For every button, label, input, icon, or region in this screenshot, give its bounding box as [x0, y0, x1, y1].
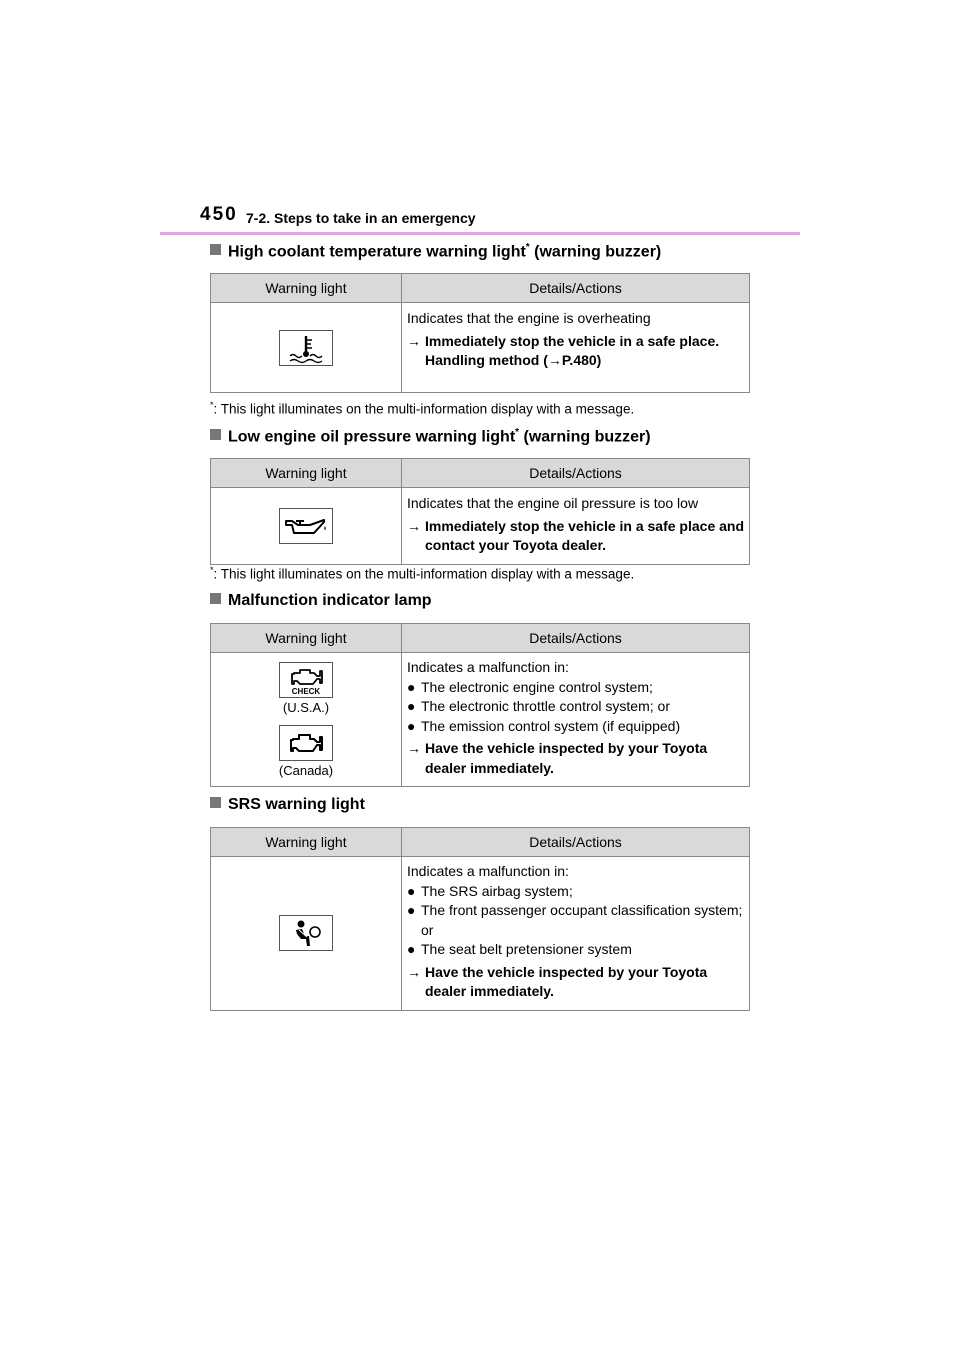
- list-item: ● The electronic throttle control system; or: [407, 698, 670, 714]
- action-text: → Have the vehicle inspected by your Toyota dealer immediately.: [407, 963, 708, 999]
- square-bullet-icon: [210, 429, 221, 440]
- square-bullet-icon: [210, 593, 221, 604]
- action-text: → Have the vehicle inspected by your Toyota dealer immediately.: [407, 740, 708, 776]
- col-header-warning-light: Warning light: [211, 274, 402, 303]
- section-title-srs: SRS warning light: [210, 796, 365, 814]
- col-header-details: Details/Actions: [402, 274, 750, 303]
- coolant-temperature-icon: [279, 330, 333, 366]
- footnote-coolant: *: This light illuminates on the multi-information display with a message.: [210, 400, 635, 417]
- list-item: ● The SRS airbag system;: [407, 882, 573, 899]
- detail-text: Indicates that the engine is overheating: [407, 310, 651, 326]
- oil-pressure-warning-table: [210, 458, 750, 565]
- col-header-details: Details/Actions: [402, 624, 750, 653]
- list-item: ● The emission control system (if equipped): [407, 717, 681, 734]
- action-text: → Immediately stop the vehicle in a safe place. Handling method (→P.480): [407, 332, 720, 368]
- detail-text: Indicates that the engine oil pressure is too low: [407, 495, 699, 511]
- col-header-warning-light: Warning light: [211, 459, 402, 488]
- square-bullet-icon: [210, 244, 221, 255]
- list-item: ● The seat belt pretensioner system: [407, 941, 632, 957]
- table-row: [211, 857, 750, 1011]
- oil-can-icon: [279, 508, 333, 544]
- section-title-coolant: High coolant temperature warning light* (warning buzzer): [210, 242, 661, 261]
- malfunction-indicator-table: [210, 623, 750, 787]
- srs-airbag-icon: [279, 915, 333, 951]
- table-row: [211, 653, 750, 787]
- page-header: [200, 204, 800, 232]
- table-row: [211, 303, 750, 393]
- page-reference-link[interactable]: P.480: [561, 352, 597, 368]
- engine-icon: [279, 725, 333, 761]
- list-item: ● The front passenger occupant classification system; or: [407, 902, 743, 938]
- coolant-warning-table: [210, 273, 750, 393]
- icon-caption-canada: (Canada): [278, 762, 334, 778]
- section-title-oil-pressure: Low engine oil pressure warning light* (warning buzzer): [210, 427, 651, 446]
- section-title-malfunction: Malfunction indicator lamp: [210, 592, 432, 610]
- svg-text:CHECK: CHECK: [291, 686, 321, 696]
- detail-text: Indicates a malfunction in:: [407, 659, 569, 675]
- srs-warning-table: [210, 827, 750, 1011]
- col-header-warning-light: Warning light: [211, 828, 402, 857]
- footnote-oil-pressure: *: This light illuminates on the multi-information display with a message.: [210, 565, 635, 582]
- icon-caption-usa: (U.S.A.): [282, 699, 330, 715]
- square-bullet-icon: [210, 797, 221, 808]
- detail-text: Indicates a malfunction in:: [407, 863, 569, 879]
- table-row: [211, 488, 750, 565]
- action-text: → Immediately stop the vehicle in a safe place and contact your Toyota dealer.: [407, 517, 745, 553]
- page-number: 450: [200, 204, 238, 225]
- col-header-warning-light: Warning light: [211, 624, 402, 653]
- col-header-details: Details/Actions: [402, 828, 750, 857]
- list-item: ● The electronic engine control system;: [407, 678, 653, 695]
- header-rule: [160, 232, 800, 235]
- chapter-title: 7-2. Steps to take in an emergency: [246, 210, 476, 226]
- check-engine-icon: [279, 662, 333, 698]
- col-header-details: Details/Actions: [402, 459, 750, 488]
